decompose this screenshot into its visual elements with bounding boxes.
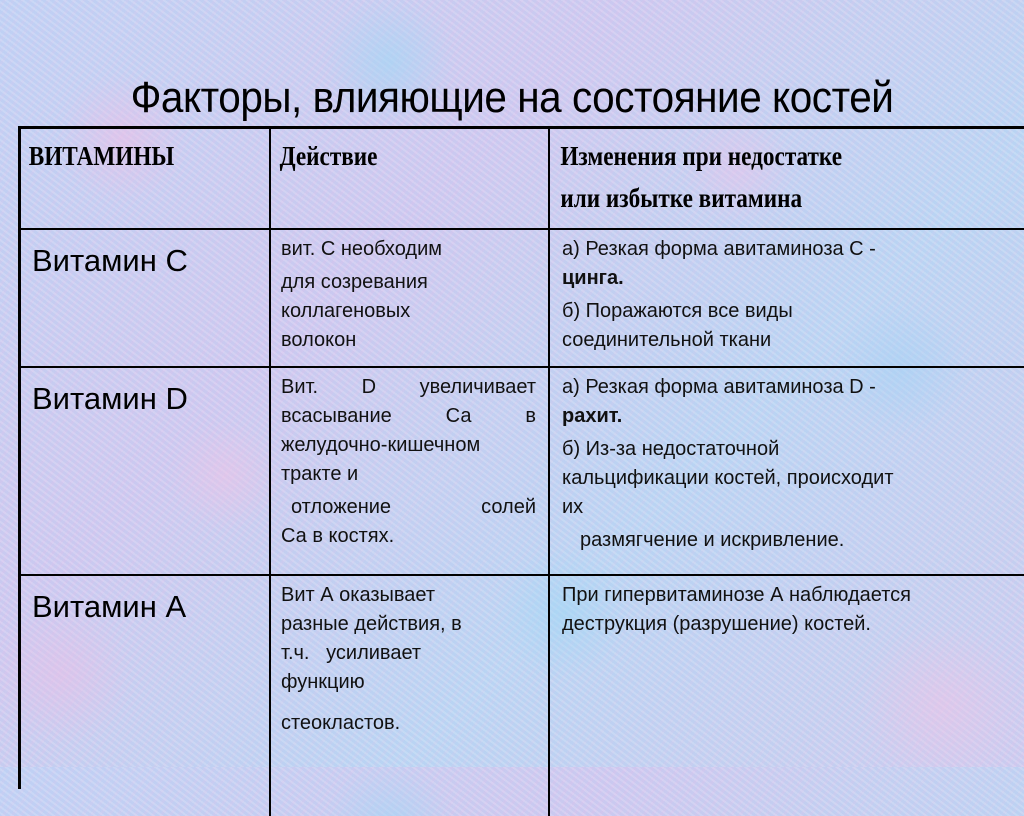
action-line: коллагеновых (281, 300, 411, 322)
action-line: т.ч. усиливает (281, 642, 422, 664)
header-action: Действие (279, 141, 378, 171)
action-line: разные действия, в (281, 613, 462, 635)
slide-title: Факторы, влияющие на состояние костей (130, 73, 894, 122)
action-cell (269, 230, 548, 366)
vitamin-cell (21, 368, 269, 574)
action-word: Са (445, 405, 472, 427)
changes-a-disease: рахит. (562, 405, 623, 427)
vitamin-name: Витамин А (32, 589, 187, 624)
changes-text (550, 576, 1024, 639)
action-line: волокон (281, 329, 357, 351)
vitamin-name: Витамин C (32, 243, 188, 278)
action-text (271, 230, 548, 355)
header-cell-changes (548, 129, 1024, 228)
changes-line1: При гипервитаминозе А наблюдается (562, 584, 911, 606)
changes-cell (548, 368, 1024, 574)
changes-cell (548, 230, 1024, 366)
action-cell (269, 576, 548, 816)
changes-cell (548, 576, 1024, 816)
action-line: стеокластов. (281, 712, 401, 734)
header-changes (550, 129, 978, 219)
changes-text (550, 230, 1024, 355)
action-word: всасывание (281, 405, 392, 427)
vitamin-cell (21, 576, 269, 816)
header-changes-line1: Изменения при недостатке (560, 141, 843, 171)
changes-a-text: а) Резкая форма авитаминоза С - (562, 238, 876, 260)
table-row-vitamin-c (21, 230, 1024, 368)
action-word: увеличивает (419, 376, 536, 398)
action-line: для созревания (281, 271, 428, 293)
header-cell-vitamins (21, 129, 269, 228)
action-line (281, 493, 536, 522)
action-line: тракте и (281, 463, 359, 485)
action-line: Вит А оказывает (281, 584, 436, 606)
action-cell (269, 368, 548, 574)
action-line (281, 373, 536, 402)
changes-b-line3: их (562, 496, 584, 518)
header-changes-line2: или избытке витамина (560, 183, 803, 213)
changes-b-line1: б) Из-за недостаточной (562, 438, 780, 460)
action-word: в (525, 405, 536, 427)
vitamin-cell (21, 230, 269, 366)
action-word: солей (481, 496, 536, 518)
changes-text (550, 368, 1024, 555)
changes-b-line2: соединительной ткани (562, 329, 772, 351)
action-word: D (361, 376, 377, 398)
action-line: желудочно-кишечном (281, 434, 481, 456)
action-word: Вит. (281, 376, 319, 398)
changes-line2: деструкция (разрушение) костей. (562, 613, 871, 635)
header-vitamins: ВИТАМИНЫ (28, 141, 175, 171)
table-row-vitamin-a (21, 576, 1024, 816)
vitamins-table (18, 126, 1024, 789)
action-text (271, 368, 548, 551)
changes-b-line1: б) Поражаются все виды (562, 300, 793, 322)
action-text (271, 576, 548, 738)
changes-a-text: а) Резкая форма авитаминоза D - (562, 376, 876, 398)
vitamin-name: Витамин D (32, 381, 188, 416)
changes-b-line4: размягчение и искривление. (580, 529, 845, 551)
changes-b-line2: кальцификации костей, происходит (562, 467, 894, 489)
action-line (281, 402, 536, 431)
action-line: вит. С необходим (281, 238, 442, 260)
table-header-row (21, 129, 1024, 230)
table-row-vitamin-d (21, 368, 1024, 576)
action-line: Са в костях. (281, 525, 395, 547)
action-word: отложение (291, 496, 392, 518)
changes-a-disease: цинга. (562, 267, 624, 289)
header-cell-action (269, 129, 548, 228)
action-line: функцию (281, 671, 365, 693)
